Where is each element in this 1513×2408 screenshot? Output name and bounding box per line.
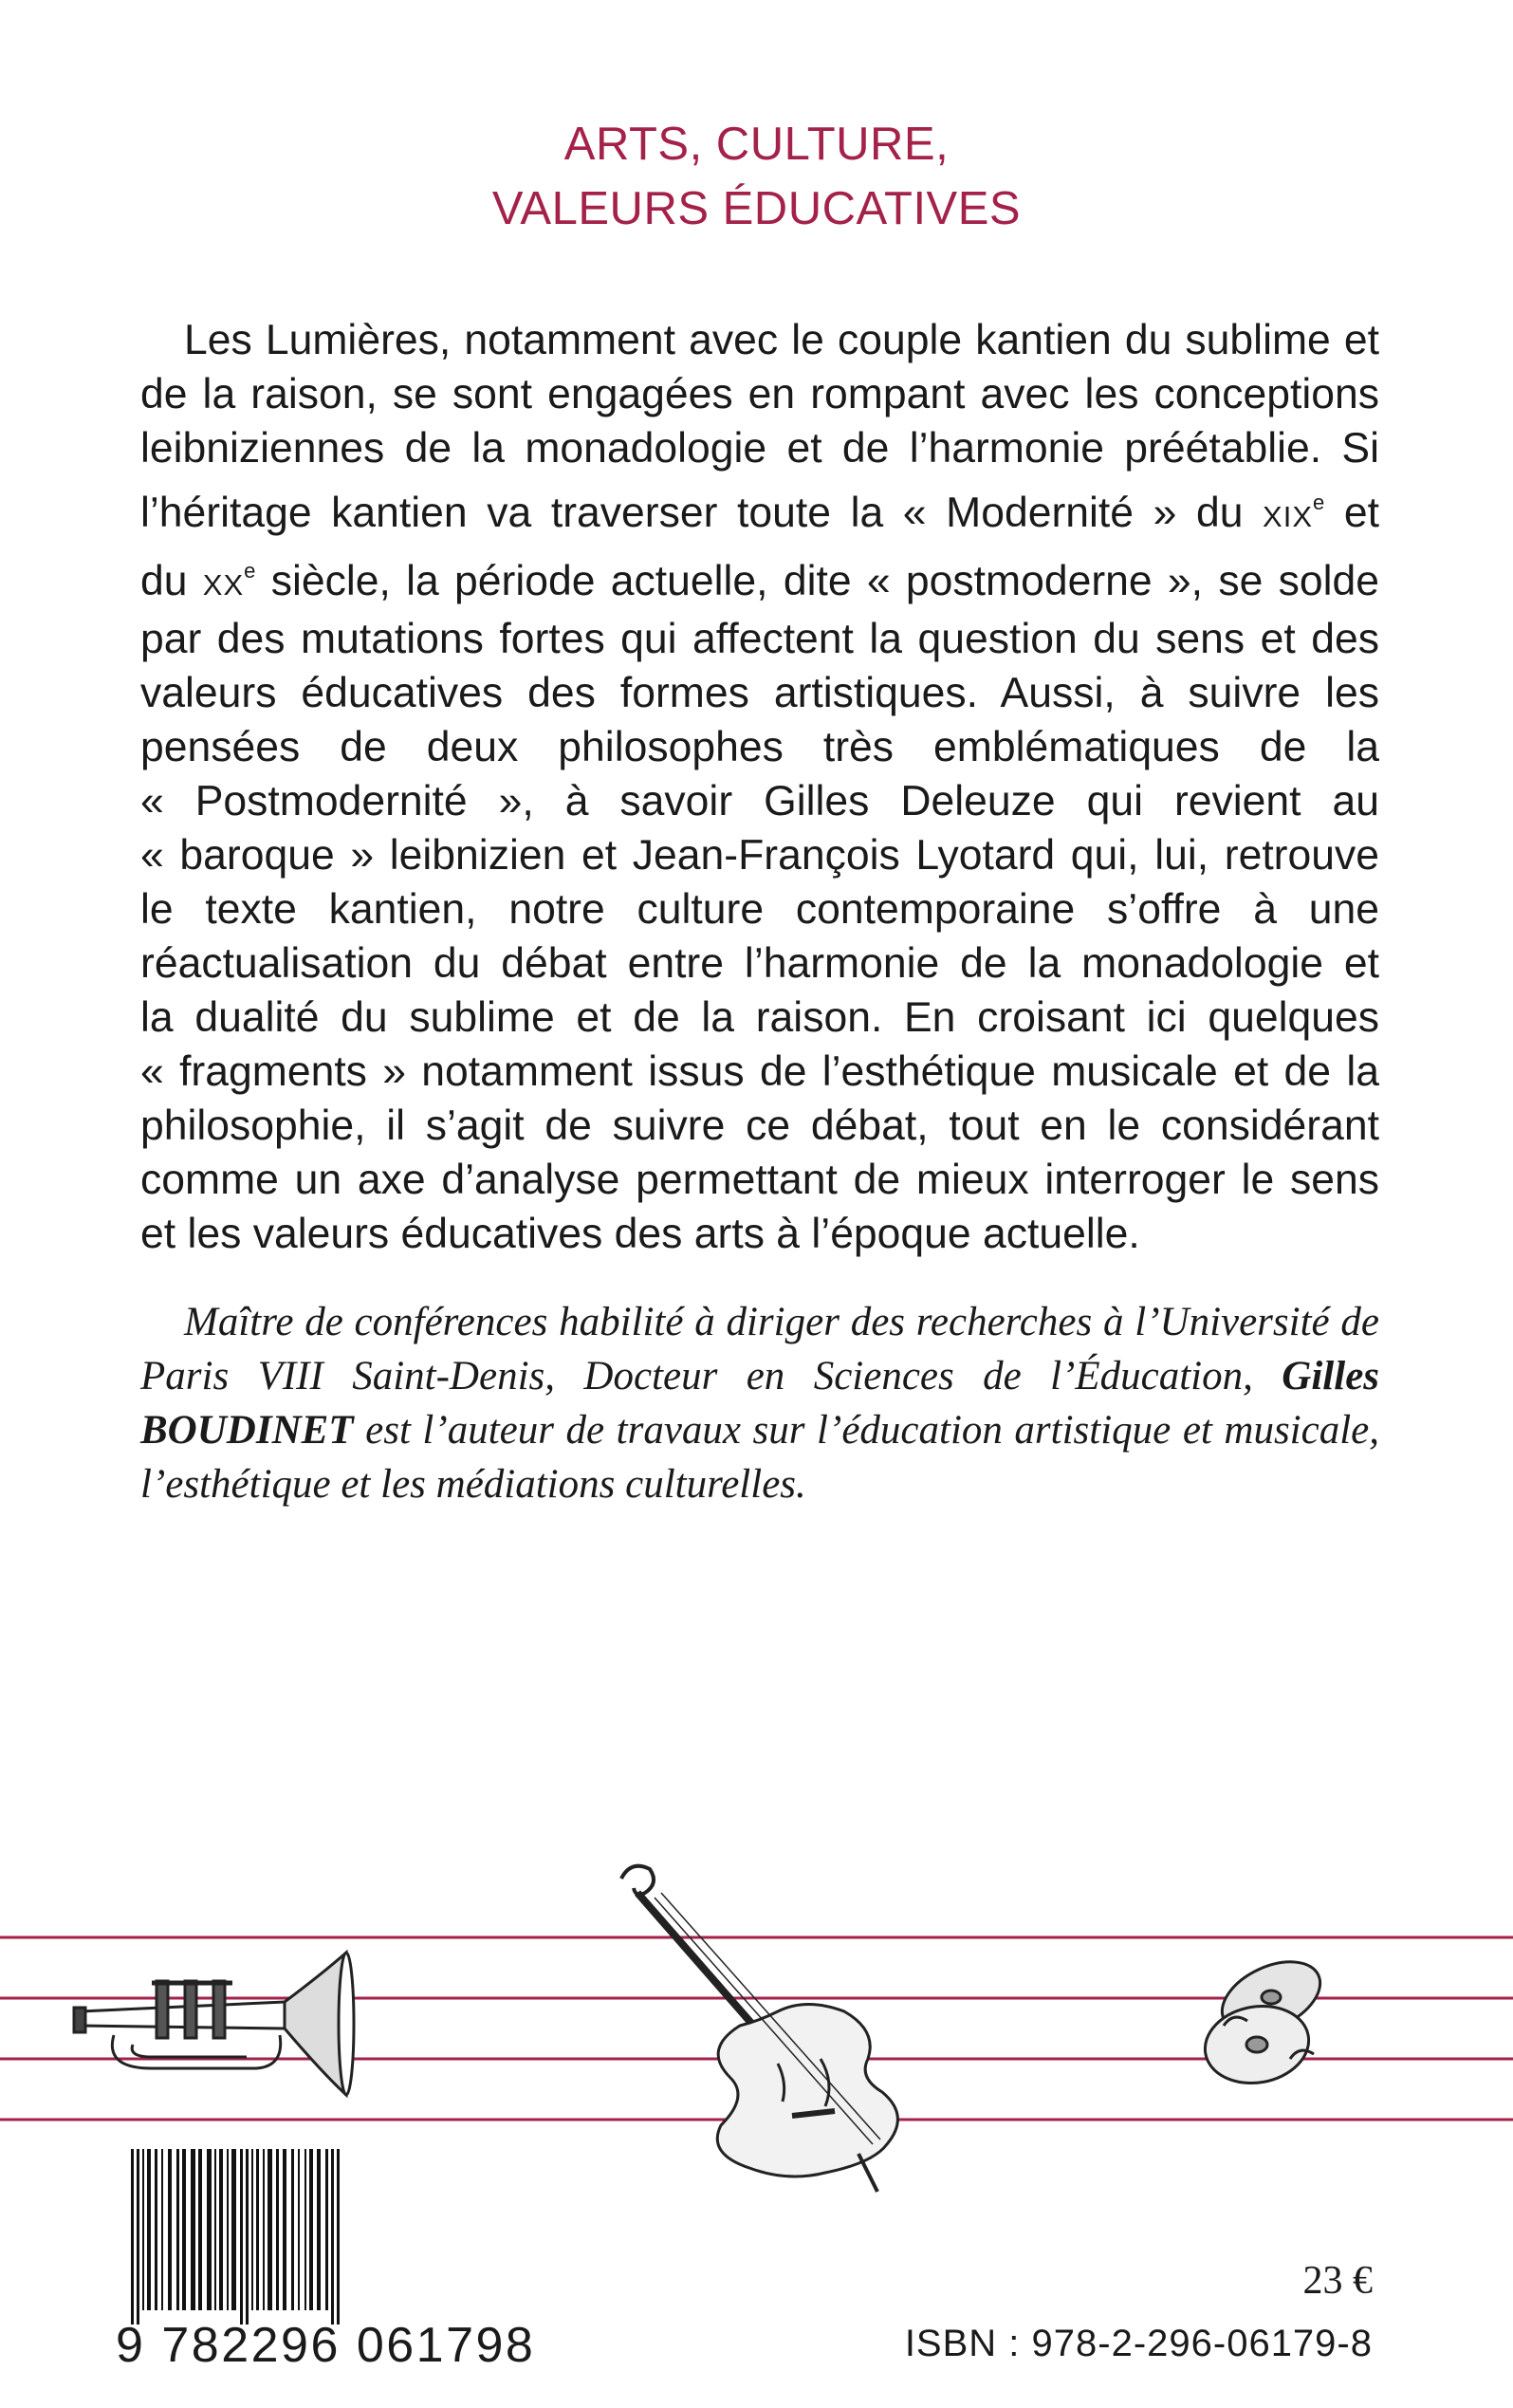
barcode-bar — [198, 2149, 202, 2310]
blurb-line — [140, 544, 1379, 612]
barcode-bar — [137, 2149, 139, 2325]
isbn: ISBN : 978-2-296-06179-8 — [904, 2323, 1373, 2364]
barcode-bar — [325, 2149, 328, 2310]
barcode-bar — [298, 2149, 300, 2310]
author-bio — [140, 1295, 1379, 1511]
barcode-bar — [142, 2149, 144, 2310]
century-numeral: XIX — [1263, 500, 1314, 533]
blurb-line: philosophie, il s’agit de suivre ce débat, tout en le considérant — [140, 1102, 1379, 1149]
century-superscript: e — [244, 559, 256, 583]
barcode-bar — [240, 2149, 243, 2325]
century-superscript: e — [1313, 491, 1325, 514]
barcode-bar — [231, 2149, 236, 2310]
barcode-bar — [331, 2149, 334, 2325]
barcode-bar — [268, 2149, 272, 2310]
blurb-text: siècle, la période actuelle, dite « postmoderne », se solde — [270, 558, 1379, 604]
author-first-name: Gilles — [1282, 1354, 1380, 1398]
barcode-bar — [168, 2149, 172, 2310]
blurb-line: et les valeurs éducatives des arts à l’époque actuelle. — [140, 1211, 1140, 1257]
barcode-bar — [283, 2149, 286, 2310]
series-title-line-2: VALEURS ÉDUCATIVES — [491, 183, 1022, 234]
trumpet-icon — [74, 1953, 354, 2095]
bio-line: Maître de conférences habilité à diriger des recherches à l’Université de — [184, 1300, 1379, 1344]
barcode-bar — [337, 2149, 340, 2325]
blurb-line: Les Lumières, notamment avec le couple kantien du sublime et — [184, 317, 1379, 363]
barcode-bar — [227, 2149, 229, 2310]
blurb-line: par des mutations fortes qui affectent la question du sens et des — [140, 616, 1379, 662]
blurb-line: leibniziennes de la monadologie et de l’harmonie préétablie. Si — [140, 425, 1379, 472]
price: 23 € — [1302, 2259, 1373, 2303]
cello-icon — [621, 1866, 897, 2192]
musical-staff-illustration — [0, 1841, 1513, 2201]
century-numeral: XX — [202, 568, 245, 602]
barcode-bar — [304, 2149, 306, 2310]
barcode-bar — [256, 2149, 259, 2310]
barcode-bar — [263, 2149, 265, 2310]
barcode-bar — [131, 2149, 134, 2325]
blurb-line: de la raison, se sont engagées en rompant avec les conceptions — [140, 371, 1379, 417]
blurb-text: et — [1343, 490, 1379, 536]
blurb-text: du — [140, 558, 188, 604]
blurb-line: le texte kantien, notre culture contemporaine s’offre à une — [140, 886, 1379, 933]
barcode-bar — [246, 2149, 249, 2325]
barcode-bar — [219, 2149, 223, 2310]
blurb-line: valeurs éducatives des formes artistiques. Aussi, à suivre les — [140, 670, 1379, 716]
back-cover-blurb — [140, 313, 1379, 1261]
series-title-line-1: ARTS, CULTURE, — [563, 119, 950, 170]
bio-line: l’esthétique et les médiations culturelles. — [140, 1462, 806, 1507]
cymbals-icon — [1199, 1948, 1331, 2091]
barcode-bar — [147, 2149, 151, 2310]
bio-text: est l’auteur de travaux sur l’éducation artistique et musicale, — [365, 1408, 1379, 1453]
barcode-bar — [191, 2149, 195, 2310]
blurb-line: « Postmodernité », à savoir Gilles Deleuze qui revient au — [140, 778, 1379, 824]
blurb-line: pensées de deux philosophes très emblématiques de la — [140, 724, 1379, 770]
blurb-line: réactualisation du débat entre l’harmonie de la monadologie et — [140, 940, 1379, 987]
barcode-bar — [251, 2149, 253, 2310]
bio-text: Paris VIII Saint-Denis, Docteur en Sciences de l’Éducation, — [140, 1354, 1253, 1398]
barcode-bar — [291, 2149, 294, 2310]
barcode-digits: 9 782296 061798 — [116, 2318, 536, 2373]
isbn-barcode — [123, 2149, 569, 2325]
barcode-bar — [155, 2149, 157, 2310]
series-title — [0, 112, 1513, 241]
barcode-bar — [317, 2149, 321, 2310]
blurb-line: comme un axe d’analyse permettant de mieux interroger le sens — [140, 1157, 1379, 1203]
blurb-line — [140, 475, 1379, 544]
bio-line — [140, 1403, 1379, 1457]
barcode-bar — [309, 2149, 313, 2310]
blurb-line: « fragments » notamment issus de l’esthétique musicale et de la — [140, 1048, 1379, 1095]
barcode-bar — [161, 2149, 163, 2310]
author-last-name: BOUDINET — [140, 1408, 354, 1453]
blurb-text: l’héritage kantien va traverser toute la « Modernité » du — [140, 490, 1244, 536]
barcode-bar — [276, 2149, 279, 2310]
barcode-bar — [182, 2149, 186, 2310]
bio-line — [140, 1349, 1379, 1403]
barcode-bar — [214, 2149, 216, 2310]
barcode-bar — [207, 2149, 212, 2310]
barcode-bar — [176, 2149, 179, 2310]
blurb-line: la dualité du sublime et de la raison. En croisant ici quelques — [140, 994, 1379, 1041]
blurb-line: « baroque » leibnizien et Jean-François Lyotard qui, lui, retrouve — [140, 832, 1379, 879]
